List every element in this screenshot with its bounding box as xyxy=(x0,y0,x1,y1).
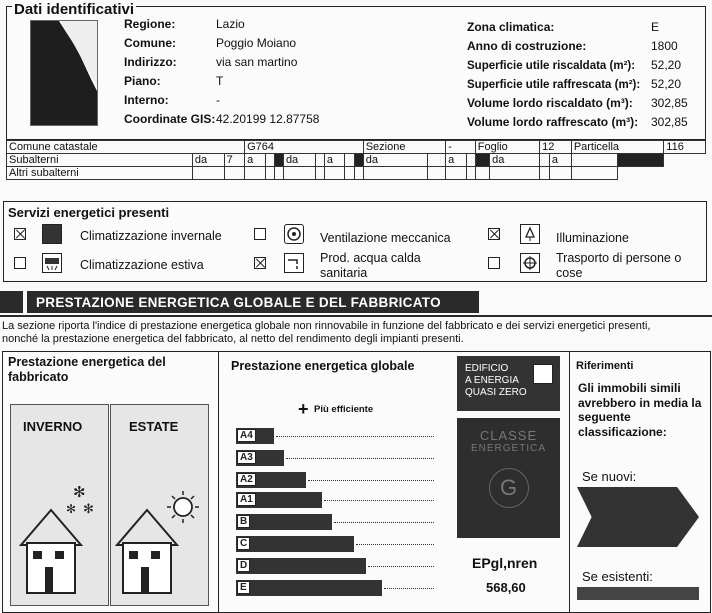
field-value: via san martino xyxy=(216,55,298,69)
energy-class-a2 xyxy=(236,472,306,488)
grid-cell xyxy=(224,167,244,180)
altri-subalterni-label: Altri subalterni xyxy=(7,167,193,180)
sub-da: da xyxy=(192,154,224,167)
grid-cell xyxy=(475,167,489,180)
class-label: A4 xyxy=(237,429,256,442)
field-value: E xyxy=(651,20,660,34)
services-title: Servizi energetici presenti xyxy=(8,205,170,220)
checkbox-acqua-calda[interactable] xyxy=(254,257,266,269)
energy-class-a3 xyxy=(236,450,284,466)
field-label: Volume lordo raffrescato (m³): xyxy=(467,115,639,129)
field-label: Piano: xyxy=(124,74,161,88)
left-fields xyxy=(124,17,354,131)
sub-a-value xyxy=(345,154,354,167)
grid-cell xyxy=(363,167,427,180)
field-value: 42.20199 12.87758 xyxy=(216,112,320,126)
sub-da-value: 7 xyxy=(224,154,244,167)
grid-cell xyxy=(245,167,265,180)
catasto-table xyxy=(6,140,706,180)
banner-title: PRESTAZIONE ENERGETICA GLOBALE E DEL FABBRICATO xyxy=(36,295,441,310)
sub-da-value xyxy=(315,154,324,167)
service-label-continued: cose xyxy=(556,266,583,280)
description-line: nonché la prestazione energetica del fabbricato, al netto del rendimento degli impianti presenti. xyxy=(2,333,464,345)
sub-a: a xyxy=(549,154,571,167)
field-label: Interno: xyxy=(124,93,169,107)
class-label: A3 xyxy=(237,451,256,464)
energy-class-a4 xyxy=(236,428,274,444)
service-label: Trasporto di persone o xyxy=(556,251,682,265)
globale-title: Prestazione energetica globale xyxy=(231,359,415,373)
riferimenti-line: avrebbero in media la xyxy=(578,395,702,410)
svg-text:✻: ✻ xyxy=(83,502,94,517)
field-sup-raffrescata xyxy=(467,77,697,96)
radiator-icon xyxy=(42,224,62,244)
service-label: Climatizzazione estiva xyxy=(80,258,204,272)
sub-a-value xyxy=(265,154,274,167)
sub-da: da xyxy=(363,154,427,167)
foglio-label: Foglio xyxy=(475,141,539,154)
class-line xyxy=(308,480,434,481)
tap-icon-glyph xyxy=(285,254,303,272)
grid-cell xyxy=(324,167,344,180)
piu-efficiente-label: Più efficiente xyxy=(314,404,374,415)
subalterni-row xyxy=(7,154,706,167)
particella-value: 116 xyxy=(664,141,706,154)
riferimenti-text xyxy=(578,381,701,439)
energy-class-e xyxy=(236,580,382,596)
field-value: 1800 xyxy=(651,39,678,53)
grid-cell xyxy=(274,167,283,180)
classe-label: ENERGETICA xyxy=(470,443,546,454)
service-label: Prod. acqua calda xyxy=(320,251,421,265)
grid-cell xyxy=(354,167,363,180)
grid-cell xyxy=(540,167,550,180)
field-value: 302,85 xyxy=(651,96,688,110)
classe-letter: G xyxy=(489,468,529,508)
classe-energetica-box xyxy=(457,418,560,538)
tap-icon xyxy=(284,253,304,273)
sezione-value: - xyxy=(446,141,476,154)
grid-cell xyxy=(265,167,274,180)
nzeb-line: QUASI ZERO xyxy=(465,387,527,398)
checkbox-climatizzazione-estiva[interactable] xyxy=(14,257,26,269)
grid-cell xyxy=(571,167,617,180)
field-label: Zona climatica: xyxy=(467,20,555,34)
class-line xyxy=(368,566,434,567)
se-esistenti-arrow xyxy=(577,587,699,600)
sub-a-value xyxy=(571,154,617,167)
nzeb-box xyxy=(457,356,560,411)
field-vol-riscaldato xyxy=(467,96,697,115)
sub-a: a xyxy=(324,154,344,167)
comune-catastale-label: Comune catastale xyxy=(7,141,245,154)
plus-icon: + xyxy=(298,399,309,419)
classe-label: CLASSE xyxy=(479,428,538,443)
particella-label: Particella xyxy=(571,141,663,154)
field-vol-raffrescato xyxy=(467,115,697,134)
elevator-icon-glyph xyxy=(521,254,539,272)
field-label: Coordinate GIS: xyxy=(124,112,216,126)
riferimenti-title: Riferimenti xyxy=(576,360,634,372)
class-label: B xyxy=(237,515,250,528)
service-label-continued: sanitaria xyxy=(320,266,368,280)
air-conditioner-icon xyxy=(42,253,62,273)
catasto-row xyxy=(7,141,706,154)
class-line xyxy=(356,544,434,545)
sub-separator xyxy=(274,154,283,167)
sub-separator xyxy=(475,154,489,167)
estate-box xyxy=(110,404,209,606)
sub-da: da xyxy=(283,154,315,167)
sub-da: da xyxy=(490,154,540,167)
riferimenti-line: Gli immobili simili xyxy=(578,381,681,395)
class-label: A1 xyxy=(237,493,256,506)
checkbox-climatizzazione-invernale[interactable] xyxy=(14,228,26,240)
field-value: 302,85 xyxy=(651,115,688,129)
class-label: E xyxy=(237,581,250,594)
fabbricato-title xyxy=(8,355,166,385)
class-line xyxy=(334,522,434,523)
class-line xyxy=(286,458,434,459)
class-line xyxy=(324,500,434,501)
riferimenti-line: seguente xyxy=(578,410,631,424)
field-label: Indirizzo: xyxy=(124,55,177,69)
section-title: Dati identificativi xyxy=(14,1,135,18)
energy-class-b xyxy=(236,514,332,530)
field-regione xyxy=(124,17,354,36)
sub-da-value xyxy=(540,154,550,167)
sub-a-value xyxy=(466,154,475,167)
service-label: Ventilazione meccanica xyxy=(320,231,451,245)
comune-catastale-value: G764 xyxy=(245,141,364,154)
field-value: 52,20 xyxy=(651,58,682,72)
summer-house-icon xyxy=(111,405,208,605)
checkbox-trasporto[interactable] xyxy=(488,257,500,269)
class-label: C xyxy=(237,537,250,550)
sub-da-value xyxy=(427,154,446,167)
grid-cell xyxy=(549,167,571,180)
field-indirizzo xyxy=(124,55,354,74)
lamp-icon-glyph xyxy=(521,225,539,243)
field-zona-climatica xyxy=(467,20,697,39)
field-piano xyxy=(124,74,354,93)
nzeb-line: A ENERGIA xyxy=(465,375,519,386)
ep-label: EPgl,nren xyxy=(472,555,538,571)
field-coordinate xyxy=(124,112,354,131)
energy-class-d xyxy=(236,558,366,574)
lamp-icon xyxy=(520,224,540,244)
inverno-label: INVERNO xyxy=(23,419,83,434)
field-label: Volume lordo riscaldato (m³): xyxy=(467,96,633,110)
winter-house-icon xyxy=(11,405,108,605)
svg-text:✻: ✻ xyxy=(66,502,77,516)
nzeb-line: EDIFICIO xyxy=(465,363,509,374)
checkbox-ventilazione-meccanica[interactable] xyxy=(254,228,266,240)
field-label: Anno di costruzione: xyxy=(467,39,587,53)
ep-value: 568,60 xyxy=(486,580,526,595)
foglio-value: 12 xyxy=(540,141,572,154)
field-comune xyxy=(124,36,354,55)
se-nuovi-label: Se nuovi: xyxy=(582,469,637,484)
se-nuovi-arrow xyxy=(577,487,699,547)
service-label: Climatizzazione invernale xyxy=(80,229,222,243)
field-value: Lazio xyxy=(216,17,245,31)
class-line xyxy=(384,588,434,589)
field-label: Regione: xyxy=(124,17,176,31)
grid-cell xyxy=(490,167,540,180)
building-photo xyxy=(30,20,98,126)
grid-cell xyxy=(427,167,446,180)
estate-label: ESTATE xyxy=(129,419,179,434)
sub-a: a xyxy=(245,154,265,167)
field-value: - xyxy=(216,93,220,107)
class-label: D xyxy=(237,559,250,572)
svg-text:✻: ✻ xyxy=(73,483,86,501)
grid-cell xyxy=(315,167,324,180)
inverno-box xyxy=(10,404,109,606)
sub-a: a xyxy=(446,154,466,167)
building-photo-image xyxy=(31,21,97,125)
field-value: Poggio Moiano xyxy=(216,36,297,50)
air-conditioner-icon-glyph xyxy=(43,254,61,272)
elevator-icon xyxy=(520,253,540,273)
grid-cell xyxy=(192,167,224,180)
class-label: A2 xyxy=(237,473,256,486)
altri-subalterni-row xyxy=(7,167,706,180)
field-label: Comune: xyxy=(124,36,176,50)
grid-cell xyxy=(283,167,315,180)
sub-separator xyxy=(354,154,363,167)
description-line: La sezione riporta l'indice di prestazione energetica globale non rinnovabile in funzione del fabbricato e dei servizi energetici presenti, xyxy=(2,320,651,332)
field-interno xyxy=(124,93,354,112)
energy-classes-scale xyxy=(236,426,446,600)
riferimenti-line: classificazione: xyxy=(578,424,667,439)
grid-cell xyxy=(345,167,354,180)
subalterni-label: Subalterni xyxy=(7,154,193,167)
field-label: Superficie utile riscaldata (m²): xyxy=(467,60,636,72)
grid-cell xyxy=(446,167,466,180)
right-fields xyxy=(467,20,697,134)
class-line xyxy=(276,436,434,437)
section-description xyxy=(2,320,710,346)
fabbricato-title-line: fabbricato xyxy=(8,370,69,384)
grid-cell xyxy=(466,167,475,180)
energy-class-c xyxy=(236,536,354,552)
sub-separator xyxy=(618,154,664,167)
field-anno xyxy=(467,39,697,58)
field-sup-riscaldata xyxy=(467,58,697,77)
energy-class-a1 xyxy=(236,492,322,508)
nzeb-checkbox[interactable] xyxy=(533,364,553,384)
se-esistenti-label: Se esistenti: xyxy=(582,569,653,584)
field-label: Superficie utile raffrescata (m²): xyxy=(467,79,641,91)
fan-icon-glyph xyxy=(285,225,303,243)
section-banner xyxy=(0,291,712,317)
sezione-label: Sezione xyxy=(363,141,445,154)
checkbox-illuminazione[interactable] xyxy=(488,228,500,240)
fabbricato-title-line: Prestazione energetica del xyxy=(8,355,166,369)
fan-icon xyxy=(284,224,304,244)
service-label: Illuminazione xyxy=(556,231,629,245)
field-value: T xyxy=(216,74,224,88)
field-value: 52,20 xyxy=(651,77,682,91)
